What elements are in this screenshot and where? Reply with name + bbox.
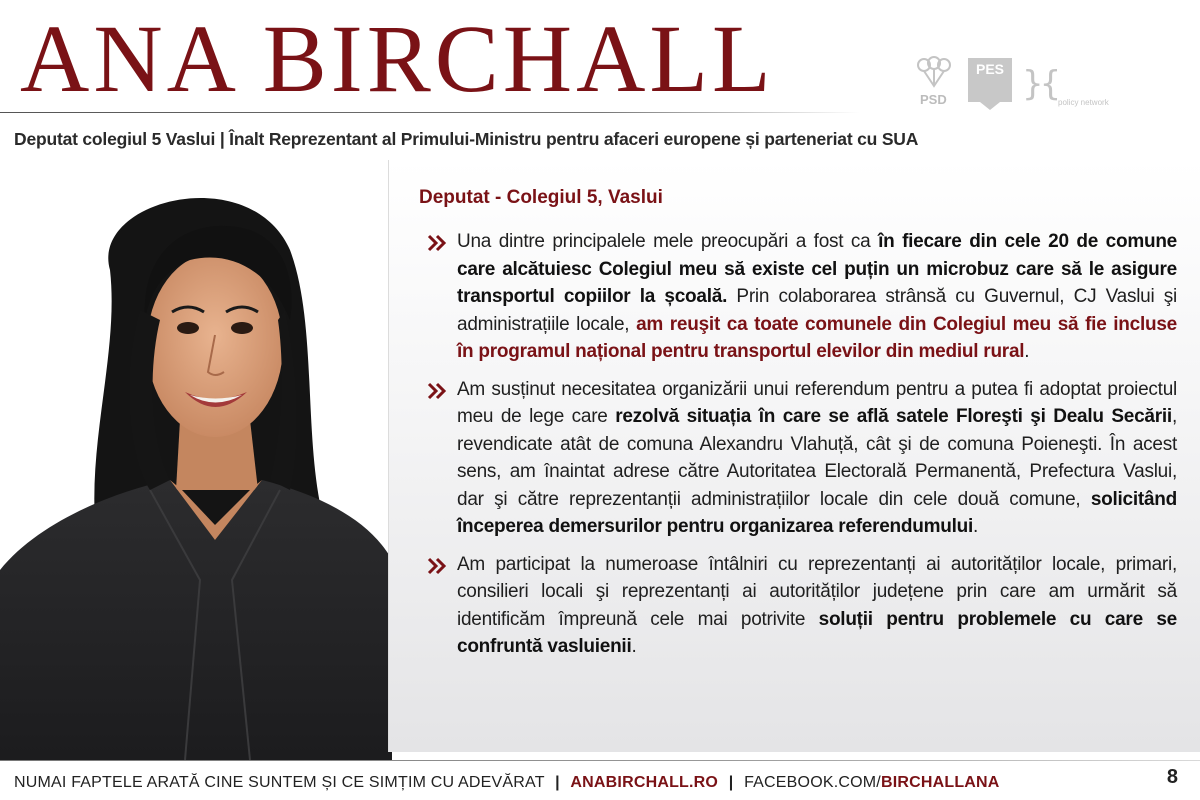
pes-logo	[968, 58, 1012, 110]
bullet-list	[427, 228, 1177, 671]
footer	[14, 774, 1000, 792]
content-panel	[388, 160, 1200, 752]
portrait-photo	[0, 160, 392, 760]
pes-speech-tail	[980, 102, 1000, 110]
text-segment: Prin colaborarea strânsă cu Guvernul, CJ Vaslui şi administrațiile locale,	[457, 286, 1177, 335]
bullet-text	[457, 551, 1177, 661]
double-chevron-right-icon	[427, 382, 447, 400]
text-segment: Am participat la numeroase întâlniri cu reprezentanți ai autorităților locale, primari, consilieri locali şi reprezentanți ai autorităților județene prin care am urmărit să identificăm împreună cele mai potrivite	[457, 553, 1177, 630]
text-segment: Una dintre principalele mele preocupări a fost ca	[457, 231, 879, 252]
title-divider	[0, 112, 860, 113]
text-segment: .	[973, 516, 979, 537]
footer-slogan: NUMAI FAPTELE ARATĂ CINE SUNTEM ȘI CE SIMȚIM CU ADEVĂRAT	[14, 774, 545, 791]
text-segment-bold: rezolvă situația în care se află satele Floreşti şi Dealu Secării	[615, 406, 1172, 427]
text-segment-highlight: am reuşit ca toate comunele din Colegiul meu să fie incluse în programul național pentru transportul elevilor din mediul rural	[457, 313, 1177, 362]
list-item	[427, 228, 1177, 366]
footer-divider	[0, 760, 1200, 761]
psd-rose-icon	[914, 56, 954, 90]
facebook-prefix[interactable]: FACEBOOK.COM/	[744, 774, 881, 791]
text-segment: .	[1024, 341, 1030, 362]
panel-title: Deputat - Colegiul 5, Vaslui	[419, 187, 663, 208]
facebook-handle[interactable]: BIRCHALLANA	[880, 774, 1000, 791]
footer-separator: |	[555, 774, 560, 791]
page-title-name: ANA BIRCHALL	[20, 5, 775, 112]
double-chevron-right-icon	[427, 234, 447, 252]
facebook-link[interactable]	[744, 774, 999, 791]
party-logos	[910, 56, 1110, 116]
page-number: 8	[1166, 766, 1178, 788]
text-segment-bold: în fiecare din cele 20 de comune care alcătuiesc Colegiul meu să existe cel puțin un microbuz care să le asigure transportul copiilor la școală.	[457, 231, 1177, 307]
pes-label: PES	[968, 58, 1012, 102]
portrait-illustration	[0, 160, 392, 760]
bullet-text	[457, 228, 1177, 366]
policy-network-logo	[1022, 64, 1110, 114]
psd-logo	[910, 56, 960, 116]
policy-network-brackets-icon: }{	[1022, 64, 1058, 104]
page-subtitle: Deputat colegiul 5 Vaslui | Înalt Reprezentant al Primului-Ministru pentru afaceri europene și parteneriat cu SUA	[14, 129, 919, 149]
text-segment-bold: soluții pentru problemele cu care se confruntă vasluienii	[457, 608, 1177, 657]
text-segment: Am susținut necesitatea organizării unui referendum pentru a putea fi adoptat proiectul meu de lege care	[457, 378, 1177, 427]
list-item	[427, 551, 1177, 661]
text-segment-bold: solicitând începerea demersurilor pentru organizarea referendumului	[457, 488, 1177, 537]
bullet-text	[457, 376, 1177, 541]
policy-network-label: policy network	[1058, 98, 1109, 107]
website-link[interactable]: ANABIRCHALL.RO	[570, 774, 719, 791]
double-chevron-right-icon	[427, 557, 447, 575]
text-segment: .	[631, 636, 637, 657]
text-segment: , revendicate atât de comuna Alexandru Vlahuță, cât şi de comuna Poieneşti. În acest sens, am înaintat adrese către Autoritatea Electorală Permanentă, Prefectura Vaslui, dar şi către reprezentanții administrațiilor locale din cele două comune,	[457, 406, 1177, 510]
psd-label: PSD	[920, 92, 947, 107]
footer-separator: |	[728, 774, 734, 791]
list-item	[427, 376, 1177, 541]
